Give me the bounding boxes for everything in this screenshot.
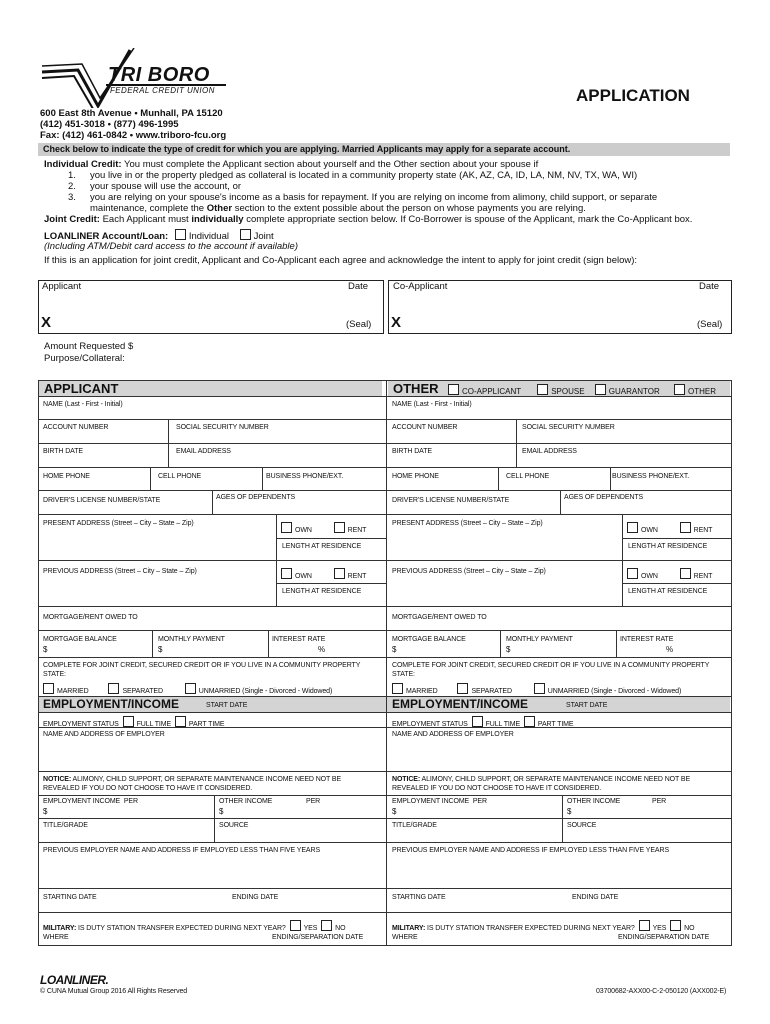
own-label: OWN [641,573,658,580]
other-email-field[interactable]: EMAIL ADDRESS [522,448,577,455]
other-mortgage-owed[interactable]: MORTGAGE/RENT OWED TO [392,614,487,621]
item-number: 2. [68,180,76,192]
rule [38,712,731,713]
coapplicant-option: CO-APPLICANT [462,387,521,396]
part-time-label: PART TIME [537,721,574,728]
yes-label: YES [652,925,667,932]
rule [38,630,731,631]
income-label: EMPLOYMENT INCOME [43,798,121,805]
rule [38,514,731,515]
applicant-interest-rate[interactable]: INTEREST RATE [272,636,326,643]
instruction-item: you are relying on your spouse's income as a basis for repayment. If you are relying on income from alimony, child support, or separate [90,191,658,203]
per-label: PER [472,798,487,805]
military-label: MILITARY: [392,925,426,932]
rule [500,630,501,657]
rent-label: RENT [693,527,713,534]
rule [516,419,517,443]
other-birth-field[interactable]: BIRTH DATE [392,448,432,455]
rent-label: RENT [347,573,367,580]
married-checkbox[interactable] [392,683,403,694]
rule [276,514,277,560]
married-checkbox[interactable] [43,683,54,694]
instructions [44,160,734,267]
military-question [43,920,345,932]
yes-checkbox[interactable] [290,920,301,931]
applicant-seal: (Seal) [346,319,372,330]
other-present-length[interactable]: LENGTH AT RESIDENCE [628,543,708,550]
rent-label: RENT [347,527,367,534]
unmarried-label: UNMARRIED (Single - Divorced - Widowed) [547,688,682,695]
title-grade-field[interactable]: TITLE/GRADE [43,822,88,829]
joint-acknowledgement: If this is an application for joint credit, Applicant and Co-Applicant each agree and acknowledge the intent to apply for joint credit (sign below): [44,255,638,267]
joint-checkbox[interactable] [240,229,251,240]
separated-checkbox[interactable] [457,683,468,694]
rule [38,657,731,658]
unmarried-checkbox[interactable] [185,683,196,694]
applicant-birth-field[interactable]: BIRTH DATE [43,448,83,455]
per-label: PER [652,798,667,805]
rule [498,467,499,490]
per-label: PER [306,798,321,805]
applicant-marital-options [43,683,332,695]
own-label: OWN [641,527,658,534]
notice-label: NOTICE: [392,776,421,783]
other-income-field[interactable]: OTHER INCOME [219,798,273,805]
other-where-field[interactable]: WHERE [392,934,418,941]
rule [276,583,386,584]
applicant-email-field[interactable]: EMAIL ADDRESS [176,448,231,455]
applicant-home-phone-field[interactable]: HOME PHONE [43,473,90,480]
rule [38,818,731,819]
yes-label: YES [303,925,318,932]
part-time-label: PART TIME [188,721,225,728]
dollar-sign: $ [392,645,397,654]
employment-status [43,716,224,728]
other-employment-status [392,716,573,728]
rule [616,630,617,657]
other-military-question [392,920,694,932]
rule [150,467,151,490]
other-community-text: COMPLETE FOR JOINT CREDIT, SECURED CREDIT OR IF YOU LIVE IN A COMMUNITY PROPERTY STATE: [392,662,710,678]
rule [38,560,731,561]
loanliner-logo: LOANLINER. [40,973,109,987]
status-label: EMPLOYMENT STATUS [392,721,468,728]
header-phones: (412) 451-3018 • (877) 496-1995 [40,119,179,130]
instruction-text: Other [206,202,233,214]
full-time-checkbox[interactable] [472,716,483,727]
rule [38,396,731,397]
rent-checkbox[interactable] [680,522,691,533]
applicant-business-field[interactable]: BUSINESS PHONE/EXT. [266,473,344,480]
previous-employer-field[interactable]: PREVIOUS EMPLOYER NAME AND ADDRESS IF EMPLOYED LESS THAN FIVE YEARS [43,847,321,854]
logo-sub: FEDERAL CREDIT UNION [110,86,215,95]
applicant-account-field[interactable]: ACCOUNT NUMBER [43,424,109,431]
other-mortgage-balance[interactable]: MORTGAGE BALANCE [392,636,466,643]
other-option: OTHER [688,387,716,396]
rule [38,443,731,444]
instruction-text: maintenance, complete the [90,202,207,214]
separation-date-field[interactable]: ENDING/SEPARATION DATE [272,934,364,941]
rule [276,538,386,539]
no-checkbox[interactable] [321,920,332,931]
other-employment-heading: EMPLOYMENT/INCOME [392,697,529,711]
employment-income-field[interactable] [43,798,138,805]
other-source-field[interactable]: SOURCE [567,822,597,829]
rule [610,467,611,490]
military-text: IS DUTY STATION TRANSFER EXPECTED DURING NEXT YEAR? [425,925,635,932]
item-number: 1. [68,169,76,181]
other-ages-field[interactable]: AGES OF DEPENDENTS [564,494,644,501]
no-label: NO [684,925,695,932]
employment-start-date[interactable]: START DATE [206,702,248,709]
other-notice-text [392,775,722,793]
percent-sign: % [318,645,326,654]
rule [268,630,269,657]
other-separation-date-field[interactable]: ENDING/SEPARATION DATE [618,934,710,941]
notice-body: ALIMONY, CHILD SUPPORT, OR SEPARATE MAINTENANCE INCOME NEED NOT BE REVEALED IF YOU DO NOT CHOOSE TO HAVE IT CONSIDERED. [43,776,342,792]
married-label: MARRIED [57,688,89,695]
rule [622,583,731,584]
form-code: 03700682-AXX00-C-2-050120 (AXX002-E) [596,988,727,995]
applicant-name-field[interactable]: NAME (Last - First - Initial) [43,401,123,408]
rule [38,490,731,491]
applicant-ages-field[interactable]: AGES OF DEPENDENTS [216,494,296,501]
other-previous-ownrent [627,568,712,580]
coapplicant-date-label: Date [699,281,720,292]
rule [562,795,563,842]
military-label: MILITARY: [43,925,77,932]
atm-note: (Including ATM/Debit card access to the account if available) [44,241,298,253]
other-title-grade-field[interactable]: TITLE/GRADE [392,822,437,829]
applicant-present-length[interactable]: LENGTH AT RESIDENCE [282,543,362,550]
instruction-item: your spouse will use the account, or [90,180,242,192]
unmarried-checkbox[interactable] [534,683,545,694]
joint-text: individually [191,213,244,225]
amount-requested[interactable]: Amount Requested $ [44,341,134,352]
notice-label: NOTICE: [43,776,72,783]
rule [38,467,731,468]
rule [262,467,263,490]
coapplicant-x-mark: X [391,314,402,331]
other-heading: OTHER [393,381,439,396]
other-previous-address[interactable]: PREVIOUS ADDRESS (Street – City – State – Zip) [392,568,546,575]
own-label: OWN [295,527,312,534]
full-time-label: FULL TIME [136,721,172,728]
individual-credit-label: Individual Credit: [44,159,122,170]
other-ending-date-field[interactable]: ENDING DATE [572,894,619,901]
where-field[interactable]: WHERE [43,934,69,941]
purpose-collateral[interactable]: Purpose/Collateral: [44,353,125,364]
guarantor-option: GUARANTOR [608,387,660,396]
other-starting-date-field[interactable]: STARTING DATE [392,894,446,901]
rule [622,538,731,539]
per-label: PER [123,798,138,805]
status-label: EMPLOYMENT STATUS [43,721,119,728]
notice-body: ALIMONY, CHILD SUPPORT, OR SEPARATE MAINTENANCE INCOME NEED NOT BE REVEALED IF YOU DO NOT CHOOSE TO HAVE IT CONSIDERED. [392,776,691,792]
other-business-field[interactable]: BUSINESS PHONE/EXT. [612,473,690,480]
other-present-ownrent [627,522,712,534]
own-label: OWN [295,573,312,580]
percent-sign: % [666,645,674,654]
starting-date-field[interactable]: STARTING DATE [43,894,97,901]
spouse-option: SPOUSE [551,387,585,396]
rule [560,490,561,514]
rule [38,912,731,913]
instruction-item: you live in or the property pledged as collateral is located in a community property state (AK, AZ, CA, ID, LA, NM, NV, TX, WA, WI) [90,169,638,181]
other-name-field[interactable]: NAME (Last - First - Initial) [392,401,472,408]
applicant-community-text: COMPLETE FOR JOINT CREDIT, SECURED CREDIT OR IF YOU LIVE IN A COMMUNITY PROPERTY STATE: [43,662,361,678]
dollar-sign: $ [158,645,163,654]
rule [212,490,213,514]
other-previous-length[interactable]: LENGTH AT RESIDENCE [628,588,708,595]
header-fax: Fax: (412) 461-0842 • www.triboro-fcu.org [40,130,227,141]
other-monthly-payment[interactable]: MONTHLY PAYMENT [506,636,573,643]
married-label: MARRIED [406,688,438,695]
dollar-sign: $ [43,645,48,654]
applicant-x-mark: X [41,314,52,331]
rule [38,606,731,607]
own-checkbox[interactable] [627,568,638,579]
applicant-cell-field[interactable]: CELL PHONE [158,473,202,480]
applicant-mortgage-owed[interactable]: MORTGAGE/RENT OWED TO [43,614,138,621]
individual-label: Individual [188,230,229,242]
rule [622,514,623,560]
rule [622,560,623,606]
other-interest-rate[interactable]: INTEREST RATE [620,636,674,643]
applicant-previous-address[interactable]: PREVIOUS ADDRESS (Street – City – State – Zip) [43,568,197,575]
full-time-label: FULL TIME [485,721,521,728]
rent-checkbox[interactable] [334,568,345,579]
other-present-address[interactable]: PRESENT ADDRESS (Street – City – State – Zip) [392,520,543,527]
applicant-sig-label: Applicant [42,281,82,292]
applicant-ssn-field[interactable]: SOCIAL SECURITY NUMBER [176,424,269,431]
rule [276,560,277,606]
rule [214,795,215,842]
loanliner-label: LOANLINER Account/Loan: [44,230,169,242]
other-other-income-field[interactable]: OTHER INCOME [567,798,621,805]
own-checkbox[interactable] [627,522,638,533]
unmarried-label: UNMARRIED (Single - Divorced - Widowed) [198,688,333,695]
dollar-sign: $ [506,645,511,654]
source-field[interactable]: SOURCE [219,822,249,829]
applicant-heading: APPLICANT [44,381,119,396]
no-checkbox[interactable] [670,920,681,931]
rule [152,630,153,657]
coapplicant-seal: (Seal) [697,319,723,330]
applicant-mortgage-balance[interactable]: MORTGAGE BALANCE [43,636,117,643]
applicant-present-address[interactable]: PRESENT ADDRESS (Street – City – State – Zip) [43,520,194,527]
separated-label: SEPARATED [122,688,163,695]
other-previous-employer-field[interactable]: PREVIOUS EMPLOYER NAME AND ADDRESS IF EMPLOYED LESS THAN FIVE YEARS [392,847,670,854]
no-label: NO [335,925,346,932]
applicant-previous-ownrent [281,568,366,580]
rule [168,419,169,443]
rent-label: RENT [693,573,713,580]
full-time-checkbox[interactable] [123,716,134,727]
header-address: 600 East 8th Avenue • Munhall, PA 15120 [40,108,223,119]
instruction-text: section to the extent possible about the person on whose payments you are relying. [232,202,586,214]
logo-name: TRI BORO [108,64,210,86]
other-employer-field[interactable]: NAME AND ADDRESS OF EMPLOYER [392,731,514,738]
own-checkbox[interactable] [281,568,292,579]
applicant-signature-box[interactable] [38,280,384,334]
joint-credit-label: Joint Credit: [44,213,100,225]
joint-text: complete appropriate section below. If Co-Borrower is spouse of the Applicant, mark the Co-Applicant box. [243,213,693,225]
applicant-monthly-payment[interactable]: MONTHLY PAYMENT [158,636,225,643]
other-license-field[interactable]: DRIVER'S LICENSE NUMBER/STATE [392,497,510,504]
individual-checkbox[interactable] [175,229,186,240]
other-account-field[interactable]: ACCOUNT NUMBER [392,424,458,431]
employer-field[interactable]: NAME AND ADDRESS OF EMPLOYER [43,731,165,738]
rule [516,443,517,467]
part-time-checkbox[interactable] [175,716,186,727]
other-home-phone-field[interactable]: HOME PHONE [392,473,439,480]
applicant-license-field[interactable]: DRIVER'S LICENSE NUMBER/STATE [43,497,161,504]
center-divider [386,380,387,945]
other-employment-income-field[interactable] [392,798,487,805]
other-employment-start-date[interactable]: START DATE [566,702,608,709]
military-text: IS DUTY STATION TRANSFER EXPECTED DURING NEXT YEAR? [76,925,286,932]
individual-credit-text: You must complete the Applicant section about yourself and the Other section about your spouse if [121,159,539,170]
dollar-sign: $ [219,807,224,816]
coapplicant-sig-label: Co-Applicant [393,281,448,292]
applicant-previous-length[interactable]: LENGTH AT RESIDENCE [282,588,362,595]
rent-checkbox[interactable] [680,568,691,579]
applicant-date-label: Date [348,281,369,292]
rule [38,771,731,772]
rule [38,795,731,796]
dollar-sign: $ [567,807,572,816]
rent-checkbox[interactable] [334,522,345,533]
separated-checkbox[interactable] [108,683,119,694]
other-cell-field[interactable]: CELL PHONE [506,473,550,480]
other-ssn-field[interactable]: SOCIAL SECURITY NUMBER [522,424,615,431]
income-label: EMPLOYMENT INCOME [392,798,470,805]
separated-label: SEPARATED [471,688,512,695]
notice-text [43,775,373,793]
rule [168,443,169,467]
employment-heading: EMPLOYMENT/INCOME [43,697,180,711]
copyright: © CUNA Mutual Group 2016 All Rights Reserved [40,988,188,995]
rule [38,888,731,889]
dollar-sign: $ [43,807,48,816]
part-time-checkbox[interactable] [524,716,535,727]
instruction-banner: Check below to indicate the type of credit for which you are applying. Married Applicants may apply for a separate account. [38,143,730,156]
dollar-sign: $ [392,807,397,816]
rule [38,419,731,420]
joint-label: Joint [253,230,274,242]
yes-checkbox[interactable] [639,920,650,931]
joint-text: Each Applicant must [99,213,192,225]
page-title: APPLICATION [576,86,690,105]
other-marital-options [392,683,681,695]
own-checkbox[interactable] [281,522,292,533]
item-number: 3. [68,191,76,203]
ending-date-field[interactable]: ENDING DATE [232,894,279,901]
rule [38,842,731,843]
logo-rule [106,84,226,86]
applicant-present-ownrent [281,522,366,534]
